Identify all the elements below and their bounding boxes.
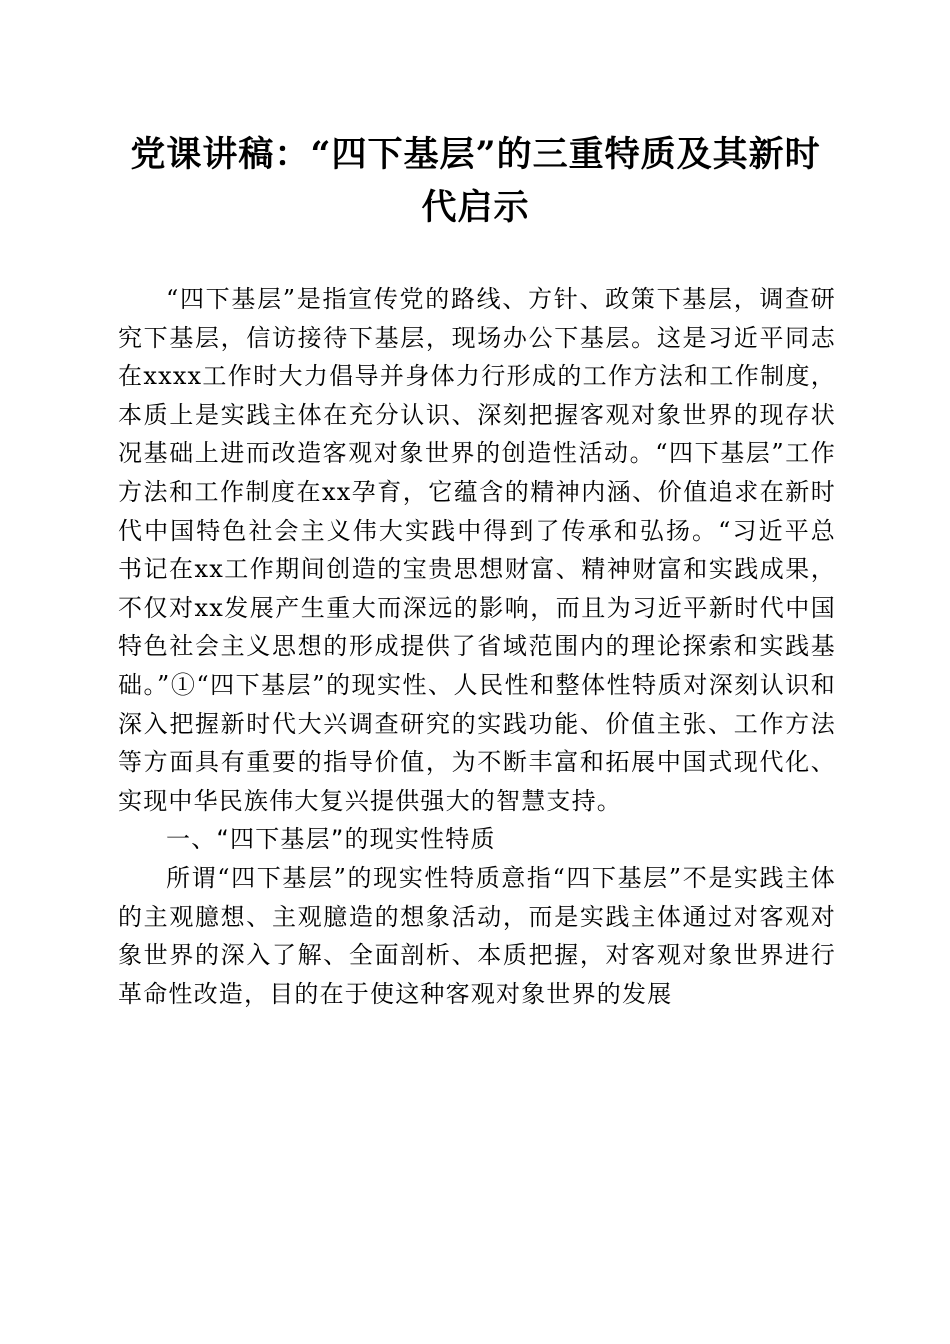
document-body	[118, 280, 836, 1013]
document-title: 党课讲稿：“四下基层”的三重特质及其新时代启示	[130, 134, 821, 228]
intro-paragraph: “四下基层”是指宣传党的路线、方针、政策下基层，调查研究下基层，信访接待下基层，现场办公下基层。这是习近平同志在xxxx工作时大力倡导并身体力行形成的工作方法和工作制度，本质上是实践主体在充分认识、深刻把握客观对象世界的现存状况基础上进而改造客观对象世界的创造性活动。“四下基层”工作方法和工作制度在xx孕育，它蕴含的精神内涵、价值追求在新时代中国特色社会主义伟大实践中得到了传承和弘扬。“习近平总书记在xx工作期间创造的宝贵思想财富、精神财富和实践成果，不仅对xx发展产生重大而深远的影响，而且为习近平新时代中国特色社会主义思想的形成提供了省域范围内的理论探索和实践基础。”①“四下基层”的现实性、人民性和整体性特质对深刻认识和深入把握新时代大兴调查研究的实践功能、价值主张、工作方法等方面具有重要的指导价值，为不断丰富和拓展中国式现代化、实现中华民族伟大复兴提供强大的智慧支持。	[118, 285, 836, 815]
section-paragraph: 所谓“四下基层”的现实性特质意指“四下基层”不是实践主体的主观臆想、主观臆造的想象活动，而是实践主体通过对客观对象世界的深入了解、全面剖析、本质把握，对客观对象世界进行革命性改造，目的在于使这种客观对象世界的发展	[118, 863, 836, 1008]
section-heading: 一、“四下基层”的现实性特质	[166, 825, 496, 854]
